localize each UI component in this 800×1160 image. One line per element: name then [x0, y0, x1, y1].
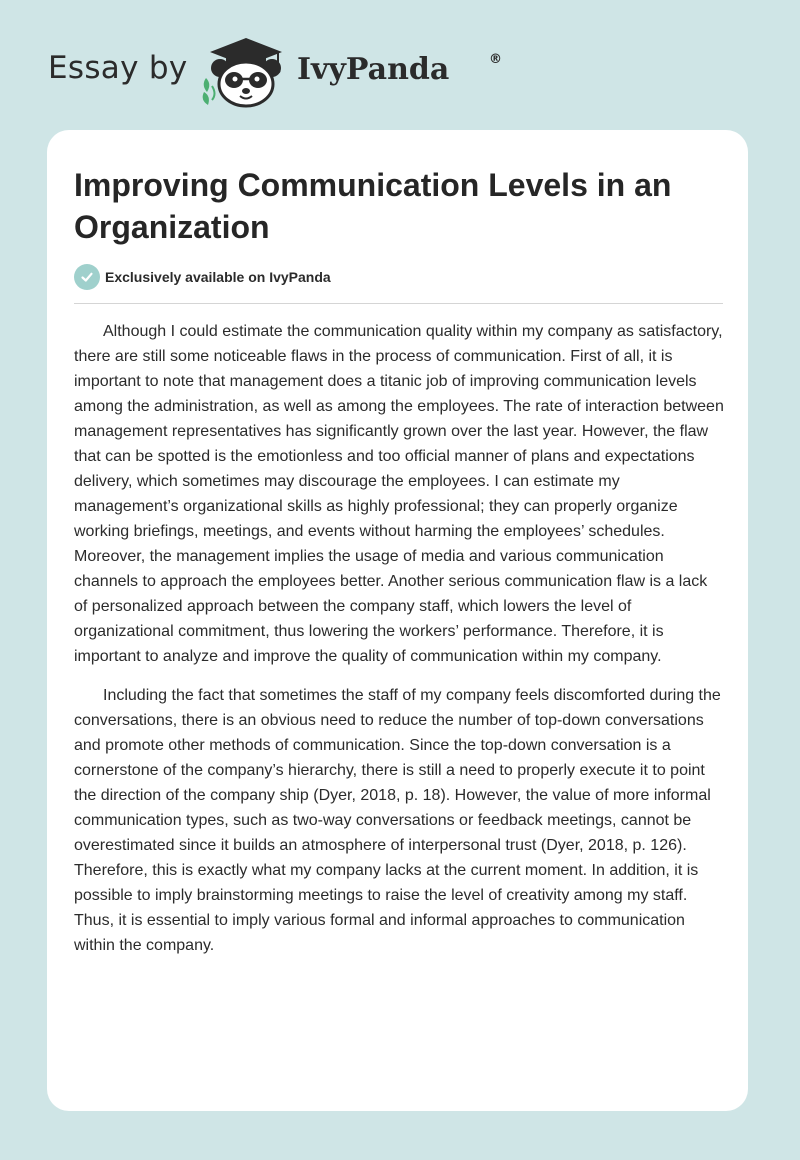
- essay-card: [47, 130, 748, 1111]
- essay-body: [74, 319, 724, 972]
- brand-prefix: Essay by: [48, 50, 188, 86]
- paragraph: Including the fact that sometimes the staff of my company feels discomforted during the conversations, there is an obvious need to reduce the number of top-down conversations and promote other methods of communication. Since the top-down conversation is a cornerstone of the company’s hierarchy, there is still a need to properly execute it to point the direction of the company ship (Dyer, 2018, p. 18). However, the value of more informal communication types, such as two-way conversations or feedback meetings, cannot be overestimated since it builds an atmosphere of interpersonal trust (Dyer, 2018, p. 126). Therefore, this is exactly what my company lacks at the current moment. In addition, it is possible to imply brainstorming meetings to raise the level of creativity among my staff. Thus, it is essential to imply various formal and informal approaches to communication within the company.: [74, 687, 721, 954]
- registered-mark: ®: [489, 52, 502, 67]
- brand-header: [48, 34, 508, 110]
- check-icon: [74, 264, 100, 290]
- title-divider: [74, 303, 723, 304]
- essay-title: Improving Communication Levels in an Organization: [74, 167, 672, 245]
- panda-graduate-icon: [198, 34, 294, 110]
- exclusive-badge: [74, 264, 331, 290]
- paragraph: Although I could estimate the communication quality within my company as satisfactory, there are still some noticeable flaws in the process of communication. First of all, it is important to note that management does a titanic job of improving communication levels among the administration, as well as among the employees. The rate of interaction between management representatives has significantly grown over the last year. However, the flaw that can be spotted is the emotionless and too official manner of plans and expectations delivery, which sometimes may discourage the employees. I can estimate my management’s organizational skills as highly professional; they can properly organize working briefings, meetings, and events without harming the employees’ schedules. Moreover, the management implies the usage of media and various communication channels to approach the employees better. Another serious communication flaw is a lack of personalized approach between the company staff, which lowers the level of organizational commitment, thus lowering the workers’ performance. Therefore, it is important to analyze and improve the quality of communication within my company.: [74, 323, 724, 665]
- exclusive-label: Exclusively available on IvyPanda: [105, 269, 331, 285]
- brand-name: IvyPanda: [297, 52, 450, 87]
